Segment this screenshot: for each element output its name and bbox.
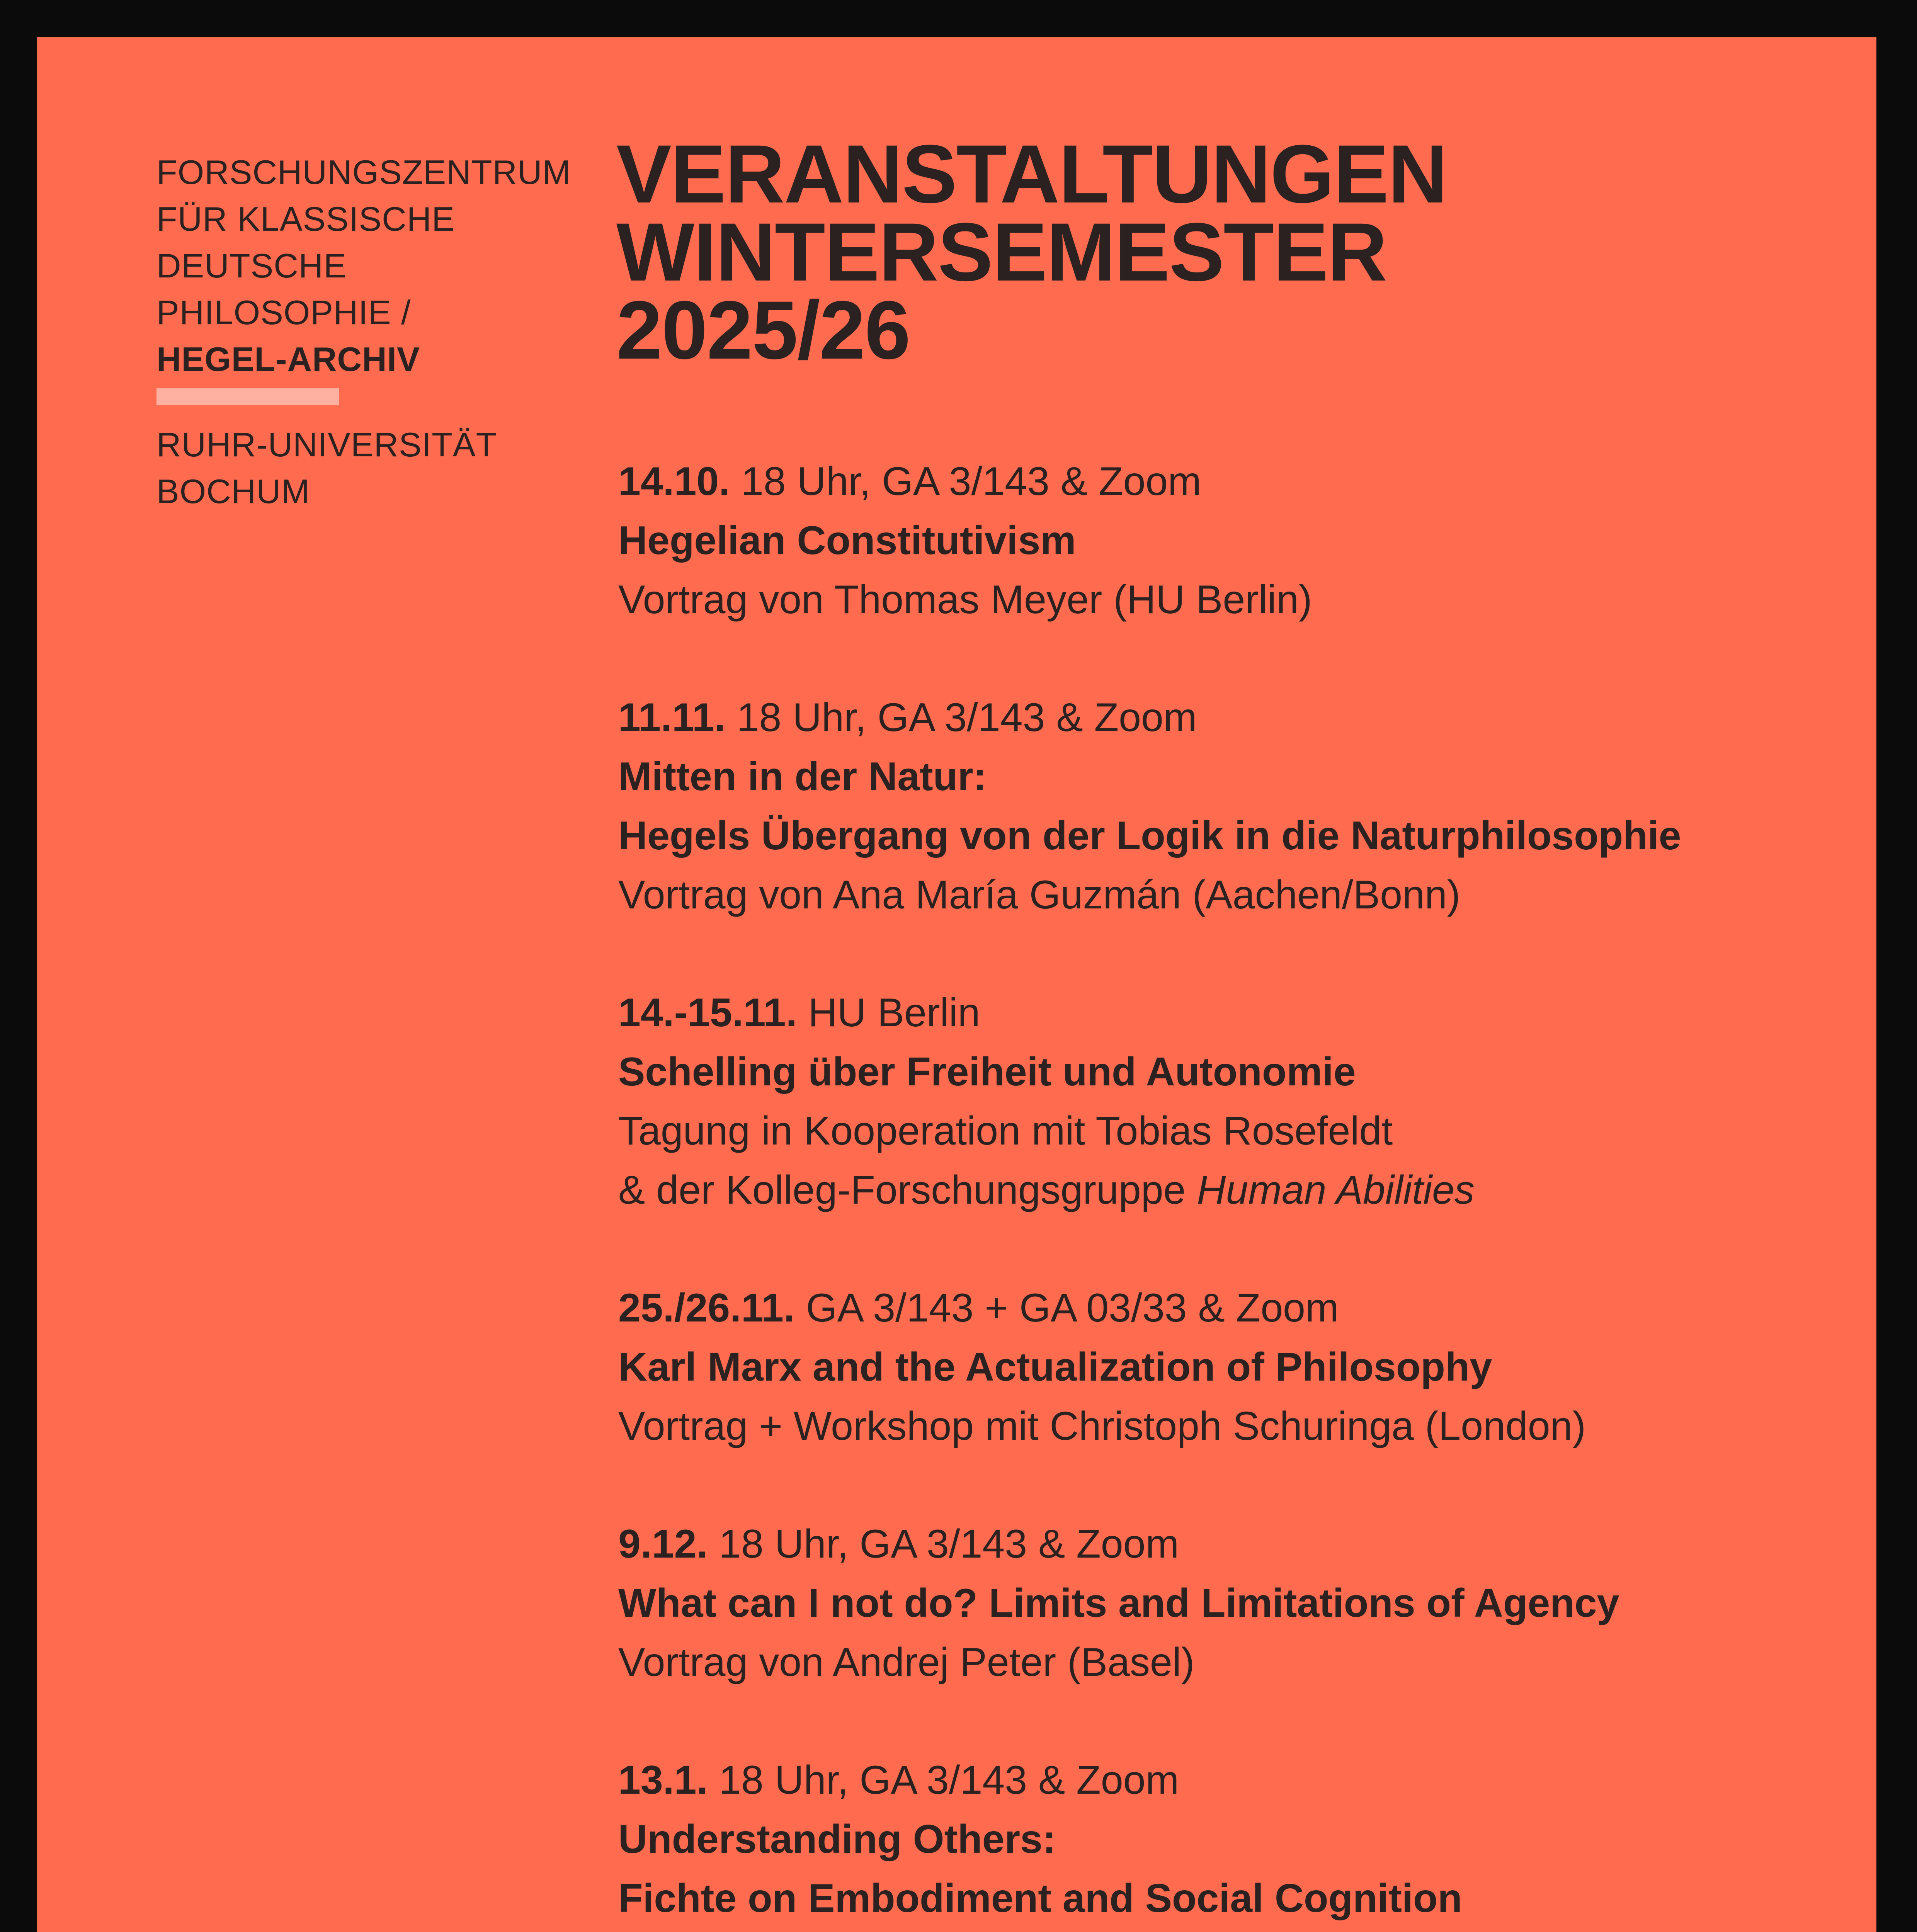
poster: [37, 37, 1876, 1932]
event-meta: 18 Uhr, GA 3/143 & Zoom: [725, 695, 1197, 740]
event-title: What can I not do? Limits and Limitations of Agency: [618, 1581, 1619, 1626]
event-date: 14.-15.11.: [618, 990, 797, 1035]
event-detail: Tagung in Kooperation mit Tobias Rosefeldt: [618, 1109, 1393, 1153]
event-item: [618, 688, 1816, 925]
event-detail: Vortrag + Workshop mit Christoph Schuringa (London): [618, 1404, 1586, 1449]
event-date-line: [618, 1751, 1816, 1810]
event-title: Schelling über Freiheit und Autonomie: [618, 1049, 1356, 1094]
event-item: [618, 1515, 1816, 1692]
event-date: 25./26.11.: [618, 1286, 795, 1330]
event-item: [618, 452, 1816, 629]
event-date: 13.1.: [618, 1758, 708, 1803]
event-date-line: [618, 688, 1816, 747]
event-title: Mitten in der Natur:: [618, 754, 987, 799]
event-item: [618, 1751, 1816, 1932]
event-date-line: [618, 1515, 1816, 1574]
institution-line: DEUTSCHE: [156, 247, 347, 285]
divider-bar-short: [156, 388, 339, 405]
event-date-line: [618, 452, 1816, 511]
event-date-line: [618, 983, 1816, 1043]
event-date: 11.11.: [618, 695, 726, 740]
event-subtitle: Fichte on Embodiment and Social Cognition: [618, 1876, 1462, 1921]
event-meta: 18 Uhr, GA 3/143 & Zoom: [708, 1522, 1179, 1566]
event-detail: Vortrag von Thomas Meyer (HU Berlin): [618, 577, 1312, 622]
event-date-line: [618, 1279, 1816, 1338]
institution-line: FÜR KLASSISCHE: [156, 200, 455, 238]
event-meta: 18 Uhr, GA 3/143 & Zoom: [708, 1758, 1179, 1803]
event-title: Hegelian Constitutivism: [618, 518, 1076, 563]
research-group-name: Human Abilities: [1197, 1168, 1475, 1213]
event-subtitle: Hegels Übergang von der Logik in die Naturphilosophie: [618, 813, 1681, 858]
event-detail: Vortrag von Ana María Guzmán (Aachen/Bonn): [618, 872, 1461, 917]
event-date: 14.10.: [618, 459, 730, 504]
event-item: [618, 1279, 1816, 1456]
university-line: BOCHUM: [156, 472, 310, 510]
institution-line: FORSCHUNGSZENTRUM: [156, 153, 571, 191]
event-title: Karl Marx and the Actualization of Philosophy: [618, 1345, 1492, 1389]
event-meta: GA 3/143 + GA 03/33 & Zoom: [794, 1286, 1339, 1330]
institution-line: PHILOSOPHIE /: [156, 293, 411, 332]
institution-name: [156, 149, 601, 383]
event-item: [618, 983, 1816, 1220]
poster-title: VERANSTALTUNGEN WINTERSEMESTER 2025/26: [616, 128, 1447, 376]
event-title: Understanding Others:: [618, 1817, 1056, 1862]
event-detail: [618, 1928, 1816, 1932]
event-meta: HU Berlin: [797, 990, 980, 1035]
event-meta: 18 Uhr, GA 3/143 & Zoom: [730, 459, 1201, 504]
event-date: 9.12.: [618, 1522, 708, 1566]
university-line: RUHR-UNIVERSITÄT: [156, 425, 497, 464]
events-list: [618, 452, 1816, 1932]
event-detail: & der Kolleg-Forschungsgruppe Human Abilities: [618, 1168, 1475, 1213]
university-name: [156, 421, 601, 515]
institution-archive: HEGEL-ARCHIV: [156, 340, 420, 378]
event-detail: Vortrag von Andrej Peter (Basel): [618, 1640, 1195, 1685]
